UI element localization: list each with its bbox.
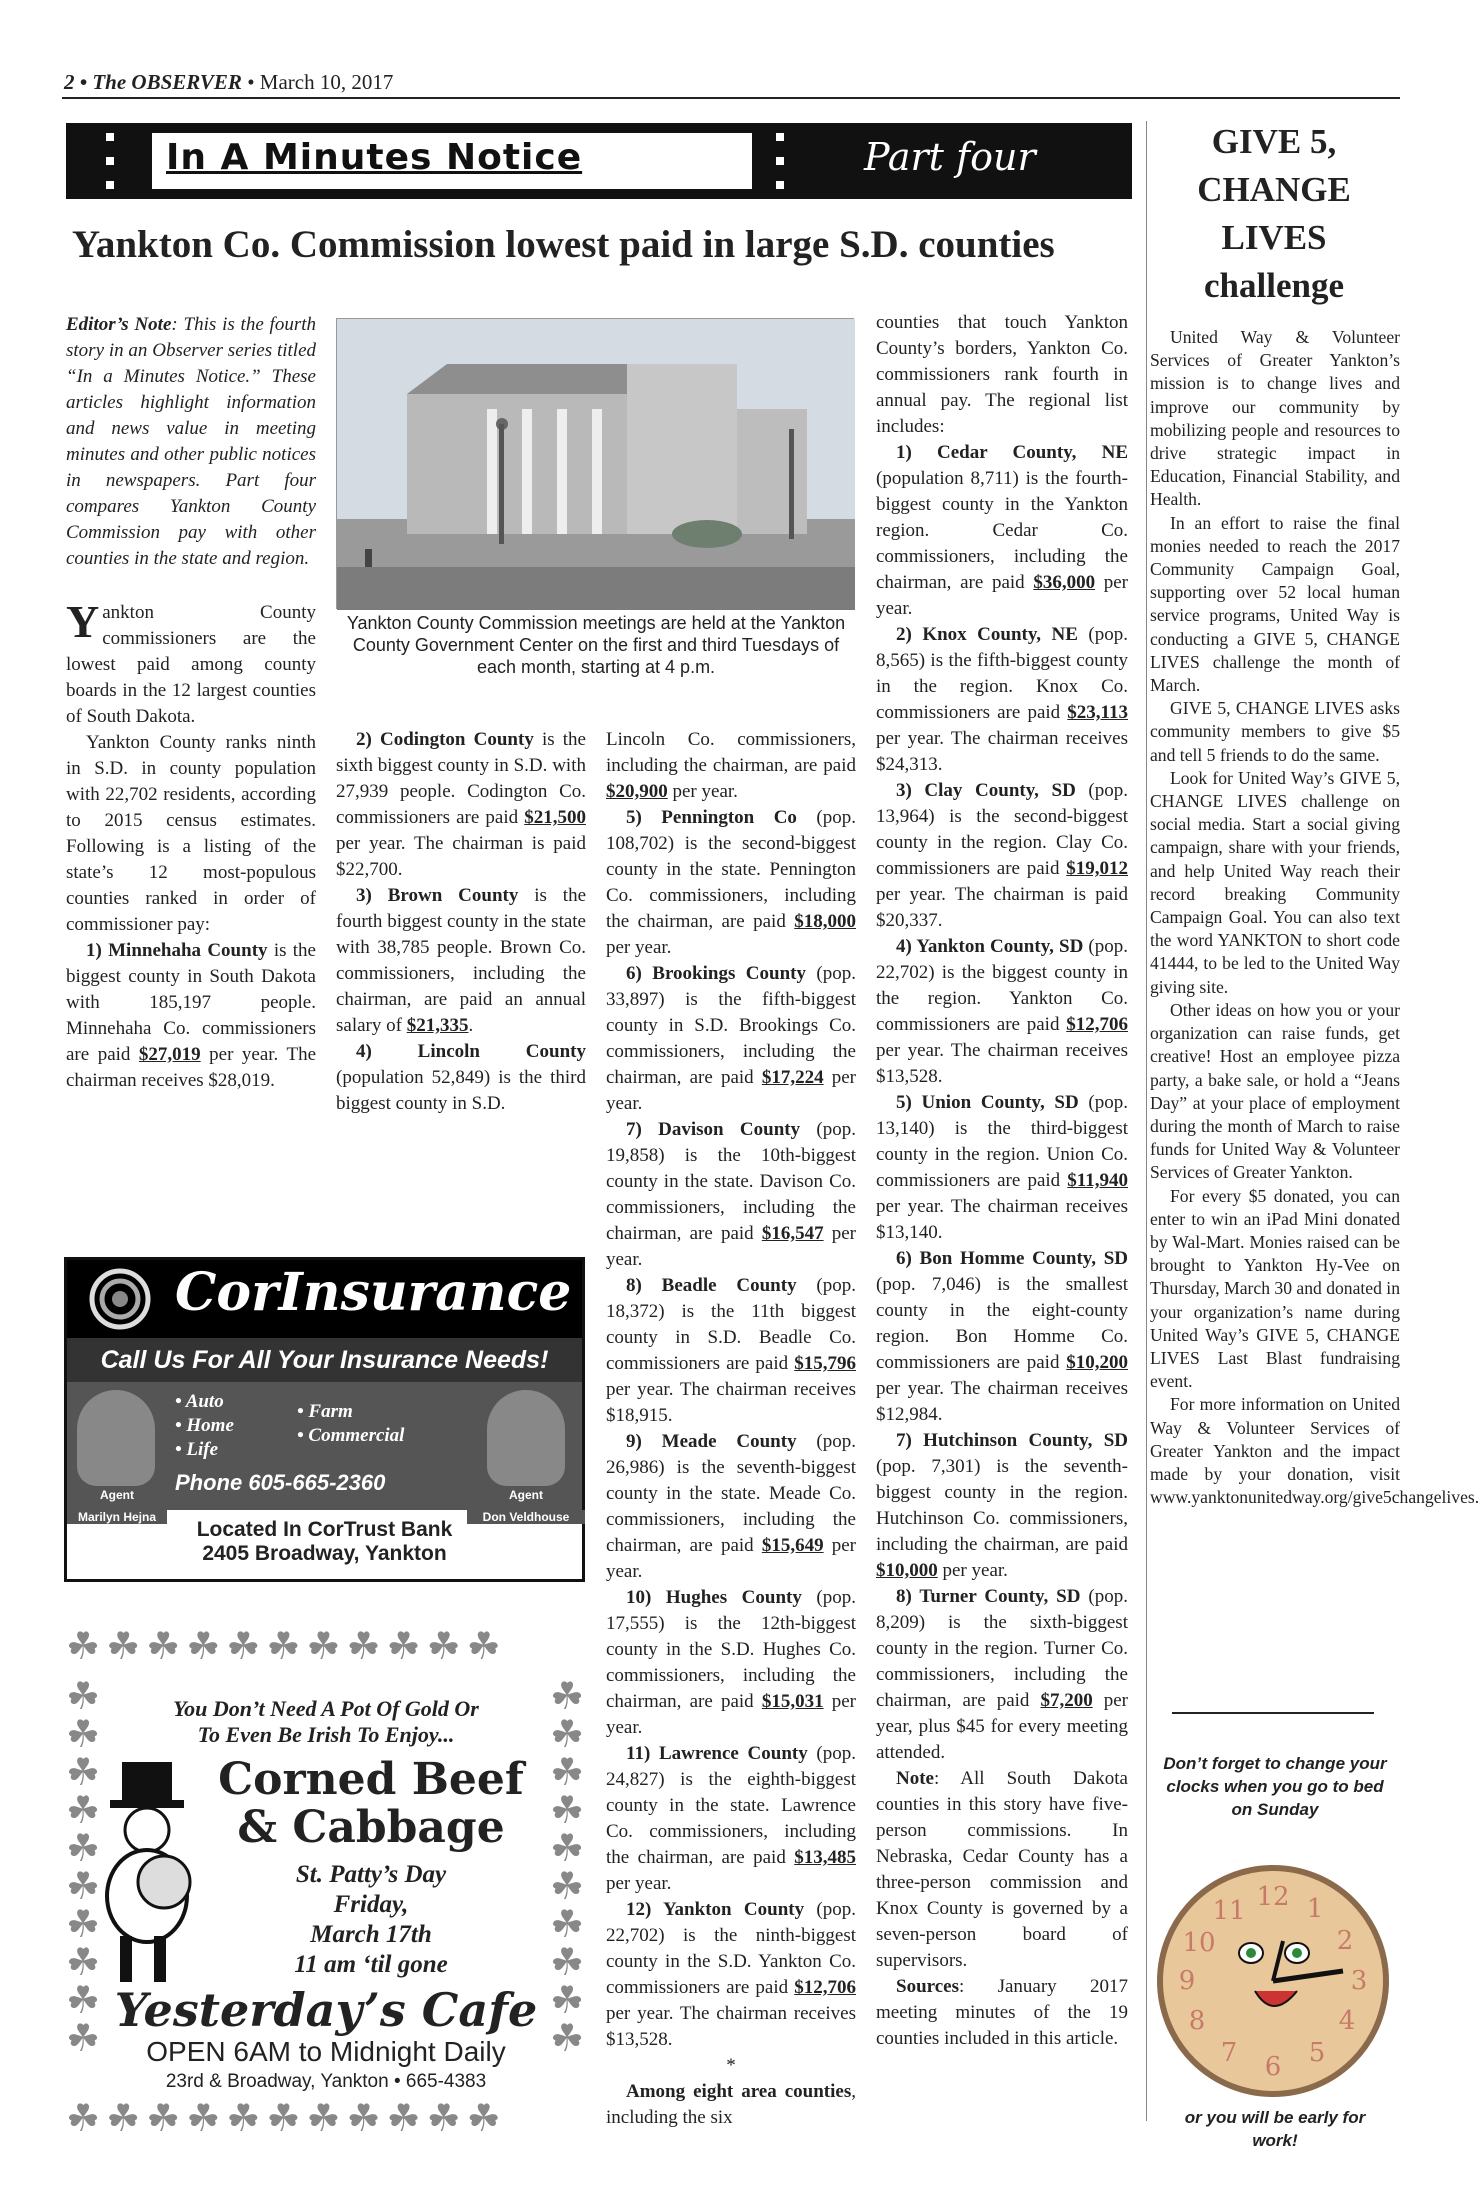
clock-numeral: 3: [1350, 1966, 1368, 1996]
sources-paragraph: Sources: January 2017 meeting minutes of the 19 counties included in this article.: [876, 1976, 1128, 2049]
sidebar-paragraph: Look for United Way’s GIVE 5, CHANGE LIVES challenge on social media. Start a social giving campaign, share with your friends, and help United Way reach their record breaking Community Campaign Goal. You can also text the word YANKTON to short code 41444, to be led to the United Way giving site.: [1150, 767, 1400, 997]
cafe-dish: Corned Beef & Cabbage: [218, 1754, 524, 1853]
column-divider: [1146, 121, 1147, 2121]
agent-1-name: Marilyn Hejna: [67, 1510, 167, 1524]
county-entry: 9) Meade County (pop. 26,986) is the seventh-biggest county in the state. Meade Co. commissioners, including the chairman, are paid $15,649 per year.: [606, 1431, 856, 1582]
paragraph: Among eight area counties, including the six: [606, 2081, 856, 2128]
cafe-intro: You Don’t Need A Pot Of Gold Or To Even Be Irish To Enjoy...: [173, 1696, 479, 1747]
cafe-address: 23rd & Broadway, Yankton • 665-4383: [165, 2071, 487, 2092]
editor-note: Editor’s Note: This is the fourth story in an Observer series titled “In a Minutes Notice.” These articles highlight information and news value in meeting minutes and other public notices in newspapers. Part four compares Yankton County Commission pay with other counties in the state and region.: [66, 314, 317, 569]
banner-square-icon: [106, 157, 114, 165]
region-entry: 7) Hutchinson County, SD (pop. 7,301) is the seventh-biggest county in the region. Hutchinson Co. commissioners, including the chairman, are paid $10,000 per year.: [876, 1430, 1128, 1581]
ad-phone: Phone 605-665-2360: [175, 1470, 386, 1495]
column-4: [876, 310, 1128, 2052]
cafe-hours: OPEN 6AM to Midnight Daily: [146, 2036, 506, 2067]
cafe-name: Yesterday’s Cafe: [114, 1983, 538, 2037]
region-entry: 8) Turner County, SD (pop. 8,209) is the sixth-biggest county in the region. Turner Co. commissioners, including the chairman, are paid $7,200 per year, plus $45 for every meeting attended.: [876, 1586, 1128, 1763]
clock-numeral: 9: [1178, 1966, 1196, 1996]
county-entry: 5) Pennington Co (pop. 108,702) is the second-biggest county in the state. Pennington Co. commissioners, including the chairman, are paid $18,000 per year.: [606, 807, 856, 958]
clock-numeral: 12: [1256, 1882, 1290, 1912]
agent-1: Agent: [100, 1488, 134, 1502]
clover-border-icon: ☘☘☘☘☘☘☘☘☘☘☘: [66, 1626, 507, 1668]
banner-square-icon: [106, 181, 114, 189]
sidebar-rule: [1172, 1712, 1374, 1714]
column-1: [66, 312, 316, 1094]
county-entry: 7) Davison County (pop. 19,858) is the 10th-biggest county in the state. Davison Co. commissioners, including the chairman, are paid $16,547 per year.: [606, 1119, 856, 1270]
series-title: In A Minutes Notice: [166, 137, 583, 178]
banner-square-icon: [776, 133, 784, 141]
paper-name: The OBSERVER: [92, 70, 242, 94]
building-illustration: [337, 319, 855, 610]
county-entry: 3) Brown County is the fourth biggest county in the state with 38,785 people. Brown Co. commissioners, including the chairman, are paid an annual salary of $21,335.: [336, 885, 587, 1036]
county-entry: 4) Lincoln County (population 52,849) is the third biggest county in S.D.: [336, 1041, 586, 1114]
clock-numeral: 10: [1182, 1928, 1216, 1958]
series-part: Part four: [864, 135, 1036, 179]
sidebar-paragraph: In an effort to raise the final monies needed to reach the 2017 Community Campaign Goal, supporting over 52 local human service programs, United Way is conducting a GIVE 5, CHANGE LIVES challenge the month of March.: [1150, 512, 1400, 696]
sidebar-body: [1150, 326, 1479, 1509]
sidebar-paragraph: GIVE 5, CHANGE LIVES asks community members to give $5 and tell 5 friends to do the same.: [1150, 698, 1400, 765]
top-rule: [62, 97, 1400, 99]
county-entry: 6) Brookings County (pop. 33,897) is the fifth-biggest county in S.D. Brookings Co. commissioners, including the chairman, are paid $17,224 per year.: [606, 963, 856, 1114]
ad-tagline: Call Us For All Your Insurance Needs!: [67, 1338, 582, 1382]
clock-numeral: 8: [1188, 2006, 1206, 2036]
ad-header: [67, 1260, 582, 1338]
ad-body: [67, 1382, 582, 1510]
clock-numeral: 7: [1220, 2038, 1238, 2068]
drop-cap: Y: [66, 596, 100, 647]
clover-border-icon: ☘ ☘ ☘ ☘ ☘ ☘ ☘ ☘ ☘ ☘: [550, 1676, 585, 2060]
series-banner: [66, 123, 1132, 199]
lead-paragraph: Yankton County commissioners are the lowest paid among county boards in the 12 largest counties of South Dakota.: [66, 596, 316, 727]
county-entry: 8) Beadle County (pop. 18,372) is the 11th biggest county in S.D. Beadle Co. commissioners are paid $15,796 per year. The chairman receives $18,915.: [606, 1275, 856, 1426]
folio: [64, 70, 393, 95]
headline: Yankton Co. Commission lowest paid in large S.D. counties: [72, 223, 1055, 266]
ad-location: Located In CorTrust Bank 2405 Broadway, Yankton: [196, 1518, 453, 1565]
corinsurance-ad: [64, 1257, 585, 1582]
coverage-list-left: • Auto • Home • Life: [175, 1391, 234, 1460]
region-entry: 6) Bon Homme County, SD (pop. 7,046) is the smallest county in the eight-county region. Bon Homme Co. commissioners are paid $10,200 per year. The chairman receives $12,984.: [876, 1248, 1128, 1425]
banner-square-icon: [776, 181, 784, 189]
cafe-event: St. Patty’s Day Friday, March 17th 11 am ‘til gone: [294, 1861, 448, 1978]
county-entry: 12) Yankton County (pop. 22,702) is the ninth-biggest county in the S.D. Yankton Co. commissioners are paid $12,706 per year. The chairman receives $13,528.: [606, 1899, 856, 2050]
dst-reminder: Don’t forget to change your clocks when you go to bed on Sunday: [1163, 1754, 1387, 1819]
region-entry: 1) Cedar County, NE (population 8,711) is the fourth-biggest county in the Yankton region. Cedar Co. commissioners, including the chairman, are paid $36,000 per year.: [876, 442, 1128, 619]
sidebar-paragraph: United Way & Volunteer Services of Greater Yankton’s mission is to change lives and improve our community by mobilizing people and resources to drive strategic impact in Education, Financial Stability, and Health.: [1150, 327, 1400, 510]
sidebar-headline: GIVE 5, CHANGE LIVES challenge: [1197, 122, 1351, 305]
agent-2: Agent: [509, 1488, 543, 1502]
swirl-logo-icon: [87, 1268, 153, 1330]
clover-border-icon: ☘☘☘☘☘☘☘☘☘☘☘: [66, 2098, 507, 2140]
region-entry: 2) Knox County, NE (pop. 8,565) is the fifth-biggest county in the region. Knox Co. commissioners are paid $23,113 per year. The chairman receives $24,313.: [876, 624, 1129, 775]
sidebar-paragraph: For more information on United Way & Volunteer Services of Greater Yankton and the impact made by your donation, visit www.yanktonunitedway.org/give5changelives.: [1150, 1394, 1479, 1508]
clock-numeral: 11: [1212, 1896, 1246, 1926]
clock-graphic: [1163, 1871, 1383, 2091]
paragraph: Yankton County ranks ninth in S.D. in county population with 22,702 residents, according to 2015 census estimates. Following is a listing of the state’s 12 most-populous counties ranked in order of commissioner pay:: [66, 732, 316, 935]
dst-punchline: or you will be early for work!: [1184, 2108, 1366, 2150]
county-entry: 11) Lawrence County (pop. 24,827) is the eighth-biggest county in the state. Lawrence Co. commissioners, including the chairman, are paid $13,485 per year.: [606, 1743, 856, 1894]
coverage-list-right: • Farm • Commercial: [297, 1401, 405, 1446]
clock-numeral: 5: [1308, 2038, 1326, 2068]
agent-2-name: Don Veldhouse: [467, 1510, 585, 1524]
clock-numeral: 6: [1264, 2052, 1282, 2082]
separator: *: [726, 2055, 736, 2076]
clock-numeral: 1: [1306, 1894, 1324, 1924]
banner-square-icon: [106, 133, 114, 141]
county-entry: Lincoln Co. commissioners, including the chairman, are paid $20,900 per year.: [606, 729, 856, 802]
leprechaun-icon: [82, 1756, 212, 1996]
column-2: [336, 727, 586, 1117]
issue-date: • March 10, 2017: [247, 70, 394, 94]
county-entry: 10) Hughes County (pop. 17,555) is the 12th-biggest county in the S.D. Hughes Co. commissioners, including the chairman, are paid $15,031 per year.: [606, 1587, 857, 1738]
note-paragraph: Note: All South Dakota counties in this story have five-person commissions. In Nebraska, Cedar County has a three-person commission and Knox County is governed by a seven-person board of supervisors.: [876, 1768, 1128, 1971]
page-number: 2 •: [64, 70, 88, 94]
column-3: [606, 727, 856, 2131]
ad-brand: CorInsurance: [175, 1262, 572, 1323]
clock-numeral: 2: [1336, 1926, 1354, 1956]
government-center-photo: [336, 318, 854, 609]
region-entry: 4) Yankton County, SD (pop. 22,702) is the biggest county in the region. Yankton Co. commissioners are paid $12,706 per year. The chairman receives $13,528.: [876, 936, 1129, 1087]
clock-face-icon: [1157, 1865, 1389, 2097]
county-entry: 1) Minnehaha County is the biggest county in South Dakota with 185,197 people. Minnehaha Co. commissioners are paid $27,019 per year. The chairman receives $28,019.: [66, 940, 316, 1091]
clock-numeral: 4: [1338, 2006, 1356, 2036]
sidebar-paragraph: Other ideas on how you or your organization can raise funds, get creative! Host an employee pizza party, a bake sale, or hold a “Jeans Day” at your place of employment during the month of March to raise funds for United Way & Volunteer Services of Greater Yankton.: [1150, 999, 1400, 1183]
county-entry: 2) Codington County is the sixth biggest county in S.D. with 27,939 people. Codington Co. commissioners are paid $21,500 per year. The chairman is paid $22,700.: [336, 729, 586, 880]
banner-square-icon: [776, 157, 784, 165]
photo-caption: Yankton County Commission meetings are held at the Yankton County Government Center on the first and third Tuesdays of each month, starting at 4 p.m.: [346, 613, 846, 677]
cafe-ad: [66, 1628, 586, 2143]
paragraph: counties that touch Yankton County’s borders, Yankton Co. commissioners rank fourth in annual pay. The regional list includes:: [876, 312, 1128, 437]
region-entry: 3) Clay County, SD (pop. 13,964) is the second-biggest county in the region. Clay Co. commissioners are paid $19,012 per year. The chairman is paid $20,337.: [876, 780, 1129, 931]
agent-photo: [77, 1390, 155, 1486]
clover-border-icon: ☘ ☘ ☘ ☘ ☘ ☘ ☘ ☘ ☘ ☘: [66, 1676, 101, 2060]
sidebar-paragraph: For every $5 donated, you can enter to win an iPad Mini donated by Wal-Mart. Monies raised can be brought to Yankton Hy-Vee on Thursday, March 30 and donated in your organization’s name during United Way’s GIVE 5, CHANGE LIVES Last Blast fundraising event.: [1150, 1185, 1400, 1392]
agent-photo: [487, 1390, 565, 1486]
region-entry: 5) Union County, SD (pop. 13,140) is the third-biggest county in the region. Union Co. commissioners are paid $11,940 per year. The chairman receives $13,140.: [876, 1092, 1128, 1243]
